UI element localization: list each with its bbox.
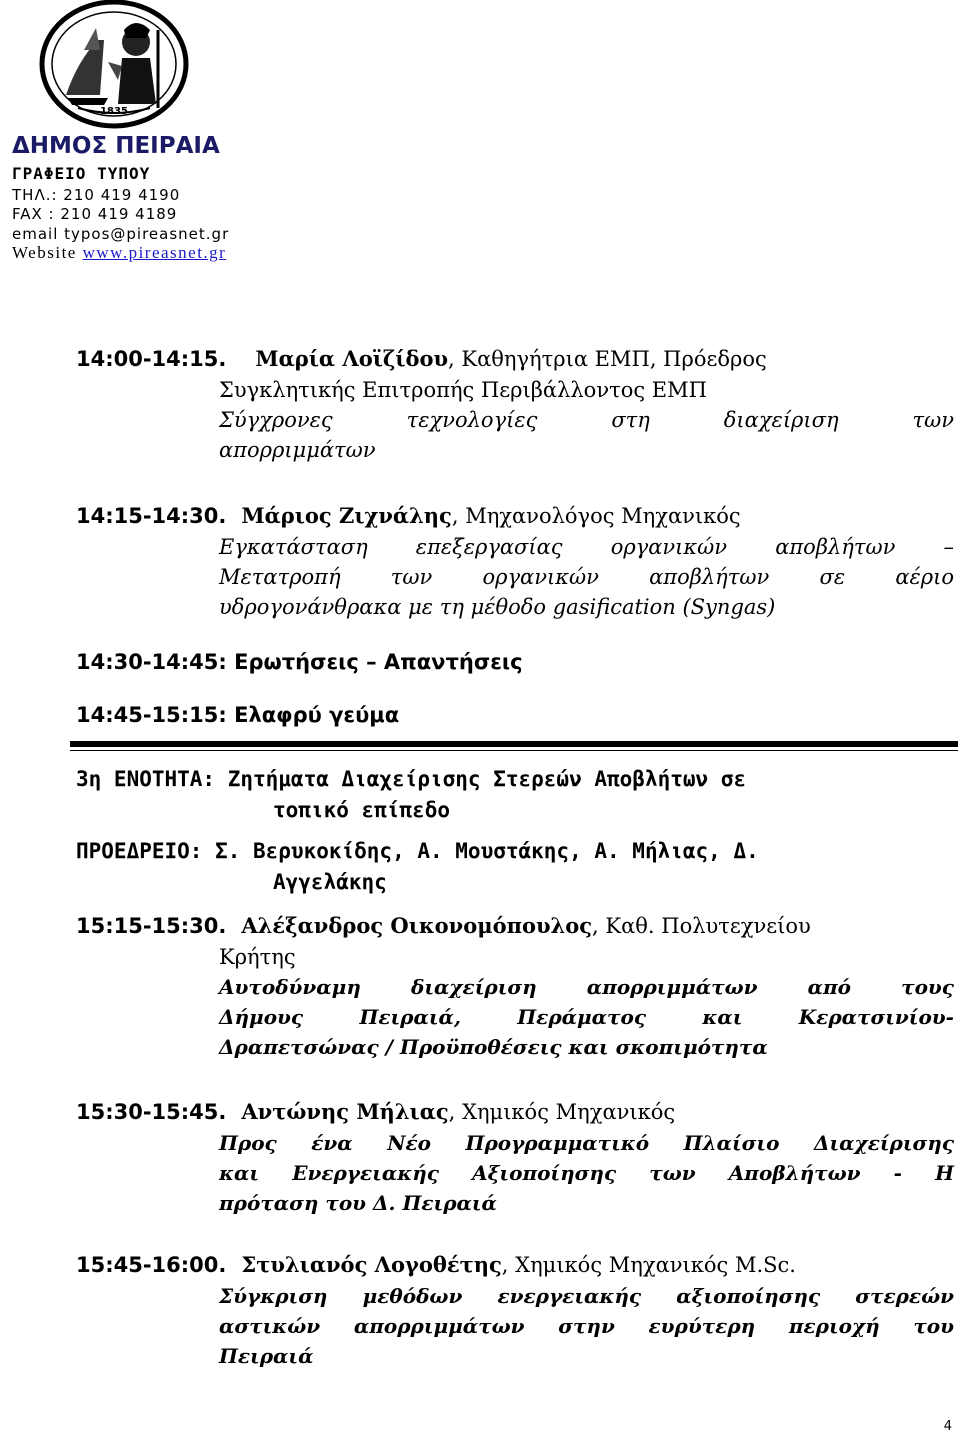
logo-year: 1835 [100,106,128,117]
speaker-role: , Χημικός Μηχανικός [448,1100,676,1124]
item-time: 15:30-15:45. [76,1100,227,1124]
speaker-name: Αλέξανδρος Οικονομόπουλος [241,913,593,938]
speaker-name: Αντώνης Μήλιας [241,1099,449,1124]
speaker-role: , Καθηγήτρια ΕΜΠ, Πρόεδρος [448,347,767,371]
section-divider-thin [70,750,958,751]
talk-title-line: Προς ένα Νέο Προγραμματικό Πλαίσιο Διαχείρισης [219,1131,954,1155]
item-time: 15:15-15:30. [76,914,227,938]
website-link[interactable]: www.pireasnet.gr [82,243,227,262]
item-time: 15:45-16:00. [76,1253,227,1277]
presidium [76,836,954,898]
website-label: Website [12,243,77,262]
agenda-item-1 [76,344,954,465]
talk-title-line: Δραπετσώνας / Προϋποθέσεις και σκοπιμότητα [219,1035,768,1059]
website-line [12,243,226,263]
talk-title-line: Εγκατάσταση επεξεργασίας οργανικών αποβλήτων – [219,535,954,559]
org-name: ΔΗΜΟΣ ΠΕΙΡΑΙΑ [12,133,220,159]
page-number: 4 [943,1419,952,1434]
municipality-logo [38,0,190,132]
presidium-line: Αγγελάκης [273,870,387,894]
talk-title-line: Σύγκριση μεθόδων ενεργειακής αξιοποίησης στερεών [219,1284,954,1308]
section-title-line: 3η ΕΝΟΤΗΤΑ: Ζητήματα Διαχείρισης Στερεών Αποβλήτων σε [76,767,747,791]
talk-title-line: Σύγχρονες τεχνολογίες στη διαχείριση των [219,408,954,432]
presidium-line: ΠΡΟΕΔΡΕΙΟ: Σ. Βερυκοκίδης, Α. Μουστάκης, Α. Μήλιας, Δ. [76,839,759,863]
talk-title-line: υδρογονάνθρακα με τη μέθοδο gasification (Syngas) [219,595,776,619]
talk-title-line: Πειραιά [219,1344,314,1368]
talk-title-line: Αυτοδύναμη διαχείριση απορριμμάτων από τους [219,975,954,999]
item-time: 14:00-14:15. [76,347,227,371]
talk-title-line: αστικών απορριμμάτων στην ευρύτερη περιοχή του [219,1314,954,1338]
talk-title-line: και Ενεργειακής Αξιοποίησης των Αποβλήτων - Η [219,1161,954,1185]
fax-number: FAX : 210 419 4189 [12,205,178,223]
speaker-name: Στυλιανός Λογοθέτης [241,1252,502,1277]
talk-title-line: πρόταση του Δ. Πειραιά [219,1191,497,1215]
agenda-item-4 [76,1097,954,1218]
speaker-name: Μάριος Ζιχνάλης [241,503,452,528]
qa-session: 14:30-14:45: Ερωτήσεις – Απαντήσεις [76,650,523,674]
talk-title-line: Δήμους Πειραιά, Περάματος και Κερατσινίου- [219,1005,954,1029]
phone-number: ΤΗΛ.: 210 419 4190 [12,186,181,204]
agenda-item-3 [76,911,954,1062]
talk-title-line: Μετατροπή των οργανικών αποβλήτων σε αέριο [219,565,954,589]
speaker-role: , Καθ. Πολυτεχνείου [592,914,811,938]
speaker-role: , Χημικός Μηχανικός M.Sc. [501,1253,796,1277]
agenda-item-2 [76,501,954,622]
email-address: email typos@pireasnet.gr [12,225,230,243]
section-divider-thick [70,741,958,747]
talk-title-line: απορριμμάτων [219,438,376,462]
lunch-break: 14:45-15:15: Ελαφρύ γεύμα [76,703,400,727]
speaker-name: Μαρία Λοϊζίδου [255,346,449,371]
speaker-role-cont: Κρήτης [219,945,296,969]
office-name: ΓΡΑΦΕΙΟ ΤΥΠΟΥ [12,164,151,183]
section-heading [76,764,954,826]
section-title-line: τοπικό επίπεδο [273,798,451,822]
speaker-role: , Μηχανολόγος Μηχανικός [451,504,741,528]
item-time: 14:15-14:30. [76,504,227,528]
agenda-item-5 [76,1250,954,1371]
speaker-role-cont: Συγκλητικής Επιτροπής Περιβάλλοντος ΕΜΠ [219,378,707,402]
